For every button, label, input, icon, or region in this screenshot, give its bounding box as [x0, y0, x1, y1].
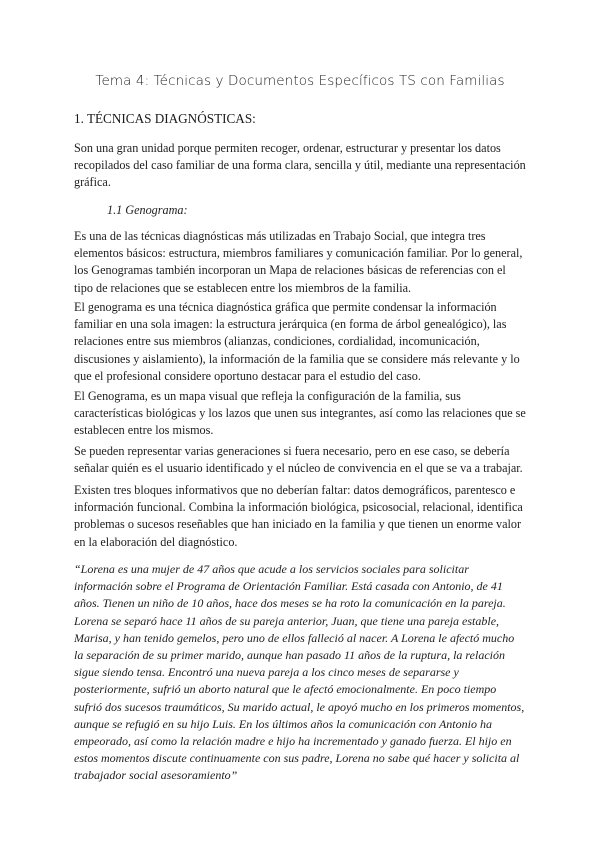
document-title: Tema 4: Técnicas y Documentos Específicos TS con Familias	[95, 73, 505, 89]
paragraph-4: Se pueden representar varias generaciones si fuera necesario, pero en ese caso, se debería señalar quién es el usuario identificado y el núcleo de convivencia en el que se va a trabajar.	[74, 444, 523, 476]
paragraph-5: Existen tres bloques informativos que no deberían faltar: datos demográficos, parentesco e información funcional. Combina la información biológica, psicosocial, relacional, identifica problemas o sucesos reseñables que han iniciado en la familia y que tienen un enorme valor en la elaboración del diagnóstico.	[74, 483, 523, 549]
case-quote: “Lorena es una mujer de 47 años que acude a los servicios sociales para solicitar información sobre el Programa de Orientación Familiar. Está casada con Antonio, de 41 años. Tienen un niño de 10 años, hace dos meses se ha roto la comunicación en la pareja. Lorena se separó hace 11 años de su pareja anterior, Juan, que tiene una pareja estable, Marisa, y han tenido gemelos, pero uno de ellos falleció al nacer. A Lorena le afectó mucho la separación de su primer marido, aunque han pasado 11 años de la ruptura, la relación sigue siendo tensa. Encontró una nueva pareja a los cinco meses de separarse y posteriormente, sufrió un aborto natural que le afectó emocionalmente. En poco tiempo sufrió dos sucesos traumáticos, Su marido actual, le apoyó mucho en los primeros momentos, aunque se refugió en su hijo Luis. En los últimos años la comunicación con Antonio ha empeorado, así como la relación madre e hijo ha incrementado y ganado fuerza. El hijo en estos momentos discute continuamente con sus padre, Lorena no sabe qué hacer y solicita al trabajador social asesoramiento”	[74, 562, 525, 783]
intro-paragraph: Son una gran unidad porque permiten recoger, ordenar, estructurar y presentar los datos recopilados del caso familiar de una forma clara, sencilla y útil, mediante una representación gráfica.	[74, 141, 526, 190]
paragraph-1: Es una de las técnicas diagnósticas más utilizadas en Trabajo Social, que integra tres elementos básicos: estructura, miembros familiares y comunicación familiar. Por lo general, los Genogramas también incorporan un Mapa de relaciones básicas de referencias con el tipo de relaciones que se establecen entre los miembros de la familia.	[74, 229, 523, 295]
paragraph-3: El Genograma, es un mapa visual que refleja la configuración de la familia, sus características biológicas y los lazos que unen sus integrantes, así como las relaciones que se establecen entre los mismos.	[74, 389, 526, 438]
paragraph-2: El genograma es una técnica diagnóstica gráfica que permite condensar la información familiar en una sola imagen: la estructura jerárquica (en forma de árbol genealógico), las relaciones entre sus miembros (alianzas, condiciones, cordialidad, incomunicación, discusiones y aislamiento), la información de la familia que se considere más relevante y lo que el profesional considere oportuno destacar para el estudio del caso.	[74, 300, 520, 383]
section-heading: 1. TÉCNICAS DIAGNÓSTICAS:	[74, 111, 256, 126]
subsection-heading: 1.1 Genograma:	[107, 203, 188, 217]
